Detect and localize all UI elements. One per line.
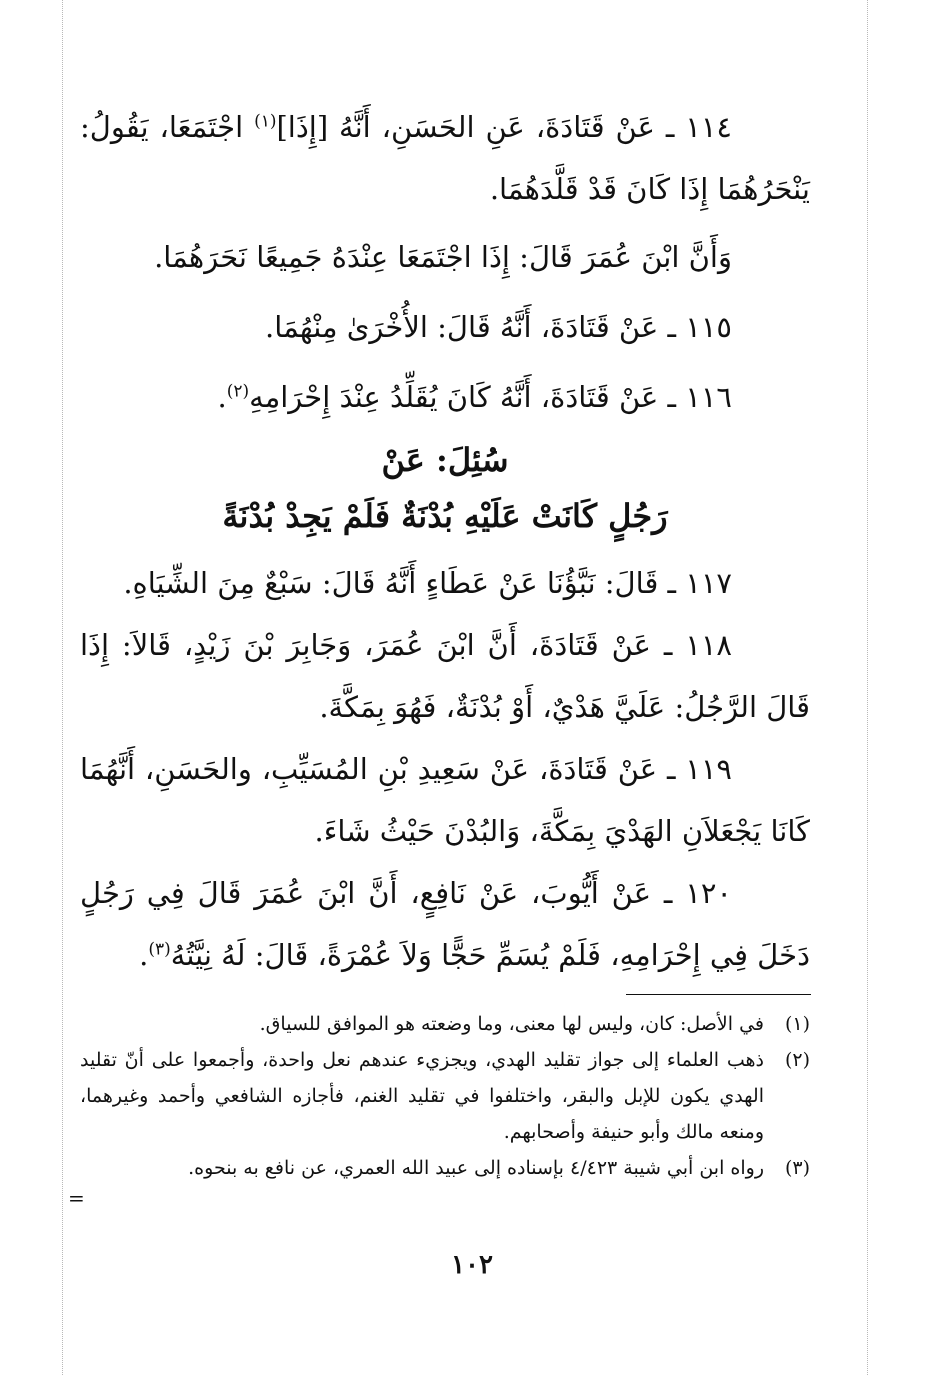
footnote-number: (٣) (784, 1157, 810, 1179)
right-margin-guide (867, 0, 868, 1375)
footnote-number: (٢) (784, 1049, 810, 1071)
paragraph-number: ١١٩ ـ (666, 752, 733, 786)
main-text-block-top (80, 96, 810, 428)
footnote-number: (١) (784, 1013, 810, 1035)
paragraph-number: ١١٤ ـ (665, 110, 732, 144)
paragraph-text: عَنْ قَتَادَةَ، عَنِ الحَسَنِ، أَنَّهُ [إِذَا] (276, 110, 655, 144)
paragraph-number: ١١٥ ـ (667, 310, 732, 344)
paragraph-114-continued (80, 226, 810, 288)
paragraph-text: عَنْ قَتَادَةَ، عَنْ سَعِيدِ بْنِ المُسَيِّبِ، والحَسَنِ، أَنَّهُمَا كَانَا يَجْعَلاَنِ الهَدْيَ بِمَكَّةَ، وَالبُدْنَ حَيْثُ شَاءَ. (80, 752, 810, 848)
paragraph-text: وَأَنَّ ابْنَ عُمَرَ قَالَ: إِذَا اجْتَمَعَا عِنْدَهُ جَمِيعًا نَحَرَهُمَا. (154, 240, 732, 274)
paragraph-119 (80, 738, 810, 862)
paragraph-number: ١١٨ ـ (663, 628, 732, 662)
paragraph-text: عَنْ قَتَادَةَ، أَنَّ ابْنَ عُمَرَ، وَجَابِرَ بْنَ زَيْدٍ، قَالاَ: إِذَا قَالَ الرَّجُلُ: عَلَيَّ هَدْيٌ، أَوْ بُدْنَةٌ، فَهُوَ بِمَكَّةَ. (80, 628, 810, 724)
paragraph-text: اجْتَمَعَا، يَقُولُ: يَنْحَرُهُمَا إِذَا كَانَ قَدْ قَلَّدَهُمَا. (80, 110, 810, 206)
paragraph-115 (80, 296, 810, 358)
footnote-3 (80, 1150, 810, 1186)
paragraph-114 (80, 96, 810, 220)
paragraph-117 (80, 552, 810, 614)
footnote-2 (80, 1042, 810, 1150)
footnote-ref: (٢) (226, 381, 250, 402)
continuation-mark: = (68, 1186, 85, 1210)
paragraph-text: عَنْ أَيُّوبَ، عَنْ نَافِعٍ، أَنَّ ابْنَ عُمَرَ قَالَ فِي رَجُلٍ دَخَلَ فِي إِحْرَامِهِ، فَلَمْ يُسَمِّ حَجًّا وَلاَ عُمْرَةً، قَالَ: لَهُ نِيَّتُهُ (80, 876, 810, 972)
paragraph-text: عَنْ قَتَادَةَ، أَنَّهُ قَالَ: الأُخْرَىٰ مِنْهُمَا. (265, 310, 659, 344)
footnote-text: ذهب العلماء إلى جواز تقليد الهدي، ويجزيء عندهم نعل واحدة، وأجمعوا على أنّ تقليد الهدي يكون للإبل والبقر، واختلفوا في تقليد الغنم، فأجازه الشافعي وأحمد وغيرهما، ومنعه مالك وأبو حنيفة وأصحابهم. (80, 1049, 764, 1143)
paragraph-number: ١١٦ ـ (667, 380, 732, 414)
left-margin-guide (62, 0, 63, 1375)
footnotes (80, 1006, 810, 1186)
footnote-separator (626, 994, 811, 995)
paragraph-120 (80, 862, 810, 986)
footnote-ref: (١) (254, 111, 277, 132)
page-number: ١٠٢ (451, 1250, 493, 1280)
footnote-text: في الأصل: كان، وليس لها معنى، وما وضعته هو الموافق للسياق. (259, 1013, 764, 1035)
paragraph-text: قَالَ: نَبَّؤُنَا عَنْ عَطَاءٍ أَنَّهُ قَالَ: سَبْعٌ مِنَ الشِّيَاهِ. (123, 566, 659, 600)
section-heading-line-1: سُئِلَ: عَنْ (381, 441, 509, 479)
paragraph-118 (80, 614, 810, 738)
paragraph-number: ١٢٠ ـ (663, 876, 733, 910)
paragraph-number: ١١٧ ـ (667, 566, 732, 600)
footnote-ref: (٣) (148, 939, 171, 960)
footnote-text: رواه ابن أبي شيبة ٤/٤٢٣ بإسناده إلى عبيد الله العمري، عن نافع به بنحوه. (188, 1157, 764, 1179)
section-heading (80, 432, 810, 544)
paragraph-text: عَنْ قَتَادَةَ، أَنَّهُ كَانَ يُقَلِّدُ عِنْدَ إِحْرَامِهِ (249, 380, 659, 414)
paragraph-116 (80, 366, 810, 428)
footnote-1 (80, 1006, 810, 1042)
main-text-block-bottom (80, 552, 810, 986)
paragraph-text: . (139, 938, 149, 972)
paragraph-text: . (217, 380, 227, 414)
section-heading-line-2: رَجُلٍ كَانَتْ عَلَيْهِ بُدْنَةٌ فَلَمْ يَجِدْ بُدْنَةً (222, 497, 668, 535)
